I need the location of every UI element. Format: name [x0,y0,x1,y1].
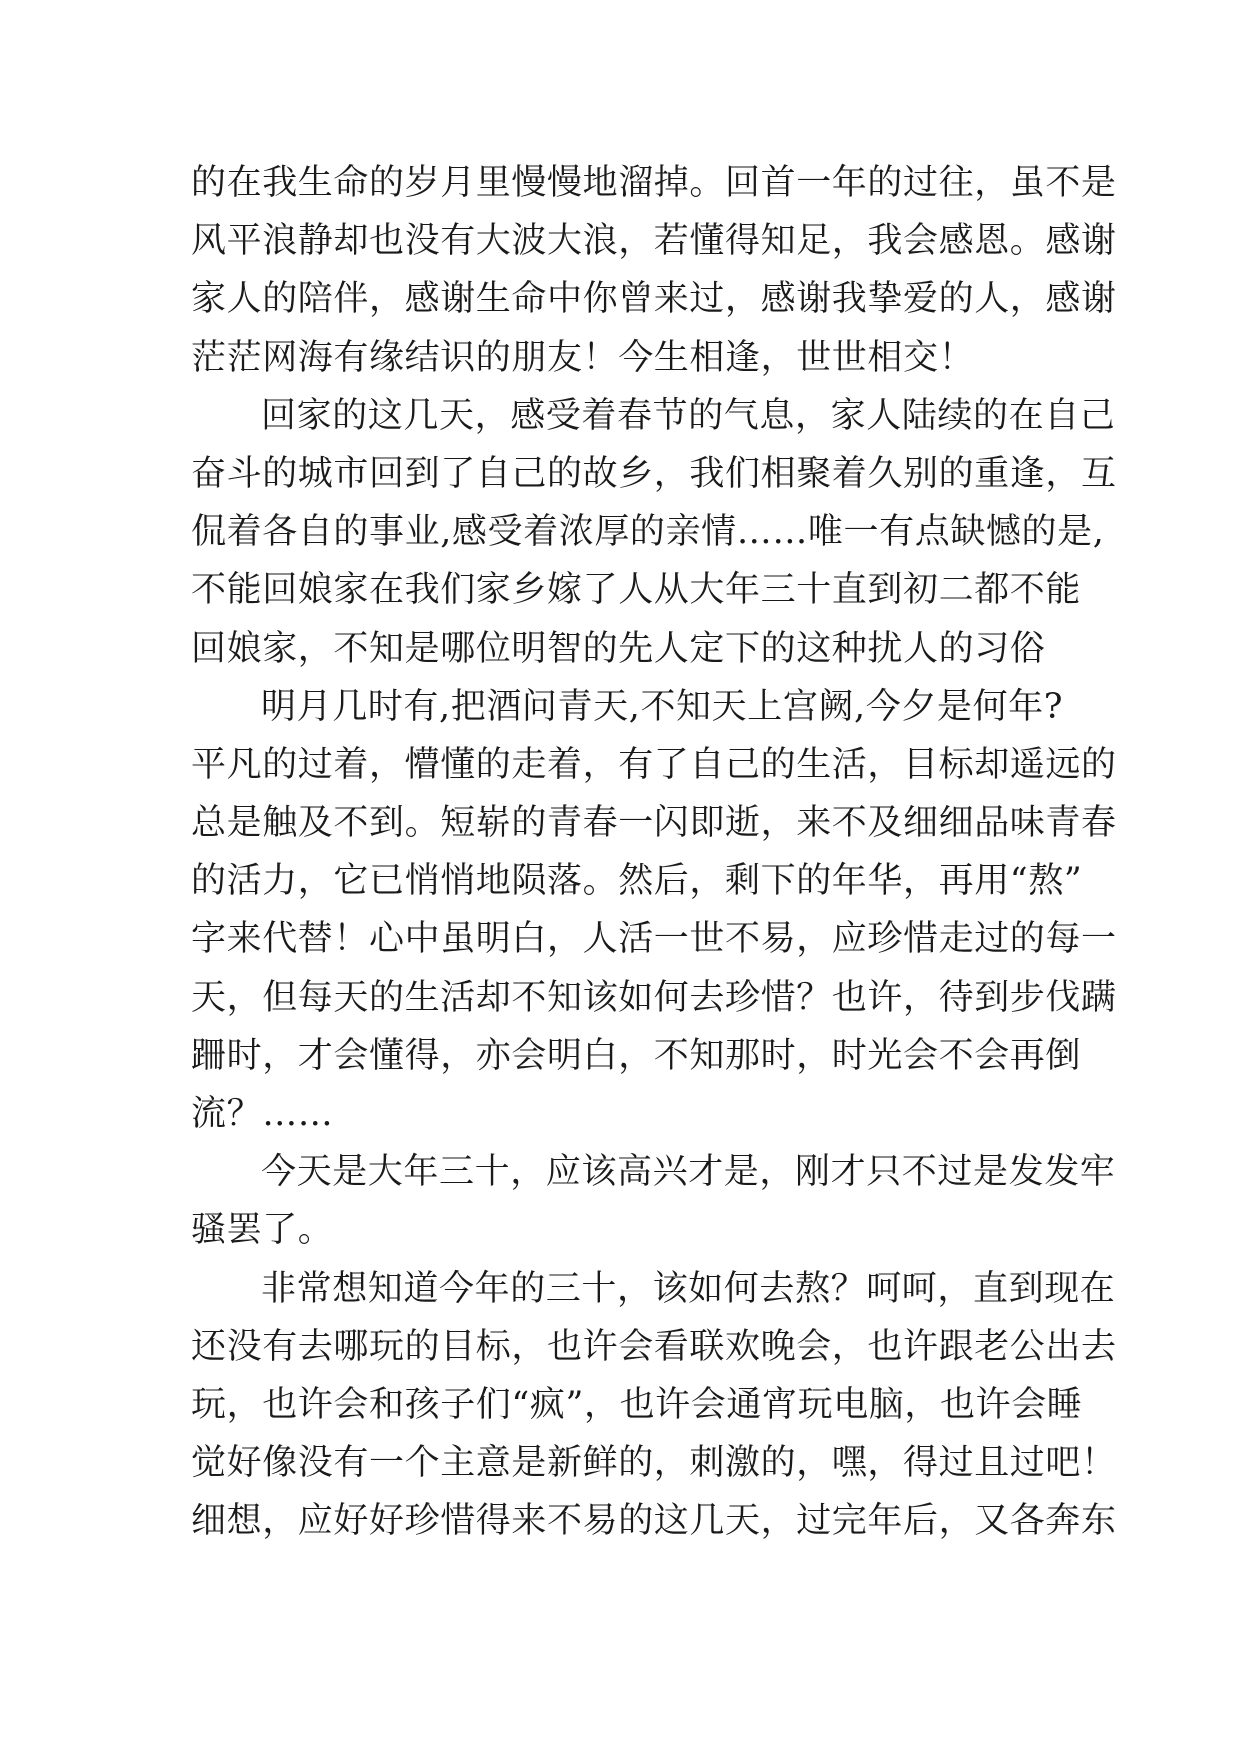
text-line: 的活力，它已悄悄地陨落。然后，剩下的年华，再用“熬” [191,861,1083,902]
text-line: 细想，应好好珍惜得来不易的这几天，过完年后，又各奔东 [191,1501,1117,1542]
text-line: 觉好像没有一个主意是新鲜的，刺激的，嘿，得过且过吧！ [191,1443,1117,1484]
paragraph-start-line: 明月几时有,把酒问青天,不知天上宫阙,今夕是何年? [261,686,1064,727]
text-line: 奋斗的城市回到了自己的故乡，我们相聚着久别的重逢，互 [191,453,1117,494]
text-line: 总是触及不到。短崭的青春一闪即逝，来不及细细品味青春 [191,803,1117,844]
paragraph-start-line: 回家的这几天，感受着春节的气息，家人陆续的在自己 [261,395,1116,436]
text-line: 风平浪静却也没有大波大浪，若懂得知足，我会感恩。感谢 [191,221,1117,262]
text-line: 骚罢了。 [191,1210,334,1251]
text-line: 不能回娘家在我们家乡嫁了人从大年三十直到初二都不能 [191,570,1082,611]
body-text [191,154,1117,1551]
text-line: 天，但每天的生活却不知该如何去珍惜？也许，待到步伐蹒 [191,977,1117,1018]
text-line: 茫茫网海有缘结识的朋友！今生相逢，世世相交！ [191,337,975,378]
text-line: 玩，也许会和孩子们“疯”，也许会通宵玩电脑，也许会睡 [191,1384,1083,1425]
text-line: 家人的陪伴，感谢生命中你曾来过，感谢我挚爱的人，感谢 [191,279,1117,320]
text-line: 平凡的过着，懵懂的走着，有了自己的生活，目标却遥远的 [191,744,1117,785]
text-line: 的在我生命的岁月里慢慢地溜掉。回首一年的过往，虽不是 [191,163,1117,203]
text-line: 跚时，才会懂得，亦会明白，不知那时，时光会不会再倒 [191,1035,1082,1076]
text-line: 侃着各自的事业,感受着浓厚的亲情……唯一有点缺憾的是, [191,512,1105,553]
text-line: 还没有去哪玩的目标，也许会看联欢晚会，也许跟老公出去 [191,1326,1117,1367]
text-line: 字来代替！心中虽明白，人活一世不易，应珍惜走过的每一 [191,919,1117,960]
text-line: 流？…… [191,1094,334,1134]
paragraph-start-line: 今天是大年三十，应该高兴才是，刚才只不过是发发牢 [261,1152,1116,1193]
text-line: 回娘家，不知是哪位明智的先人定下的这种扰人的习俗 [191,628,1046,669]
paragraph-start-line: 非常想知道今年的三十，该如何去熬？呵呵，直到现在 [261,1268,1116,1309]
